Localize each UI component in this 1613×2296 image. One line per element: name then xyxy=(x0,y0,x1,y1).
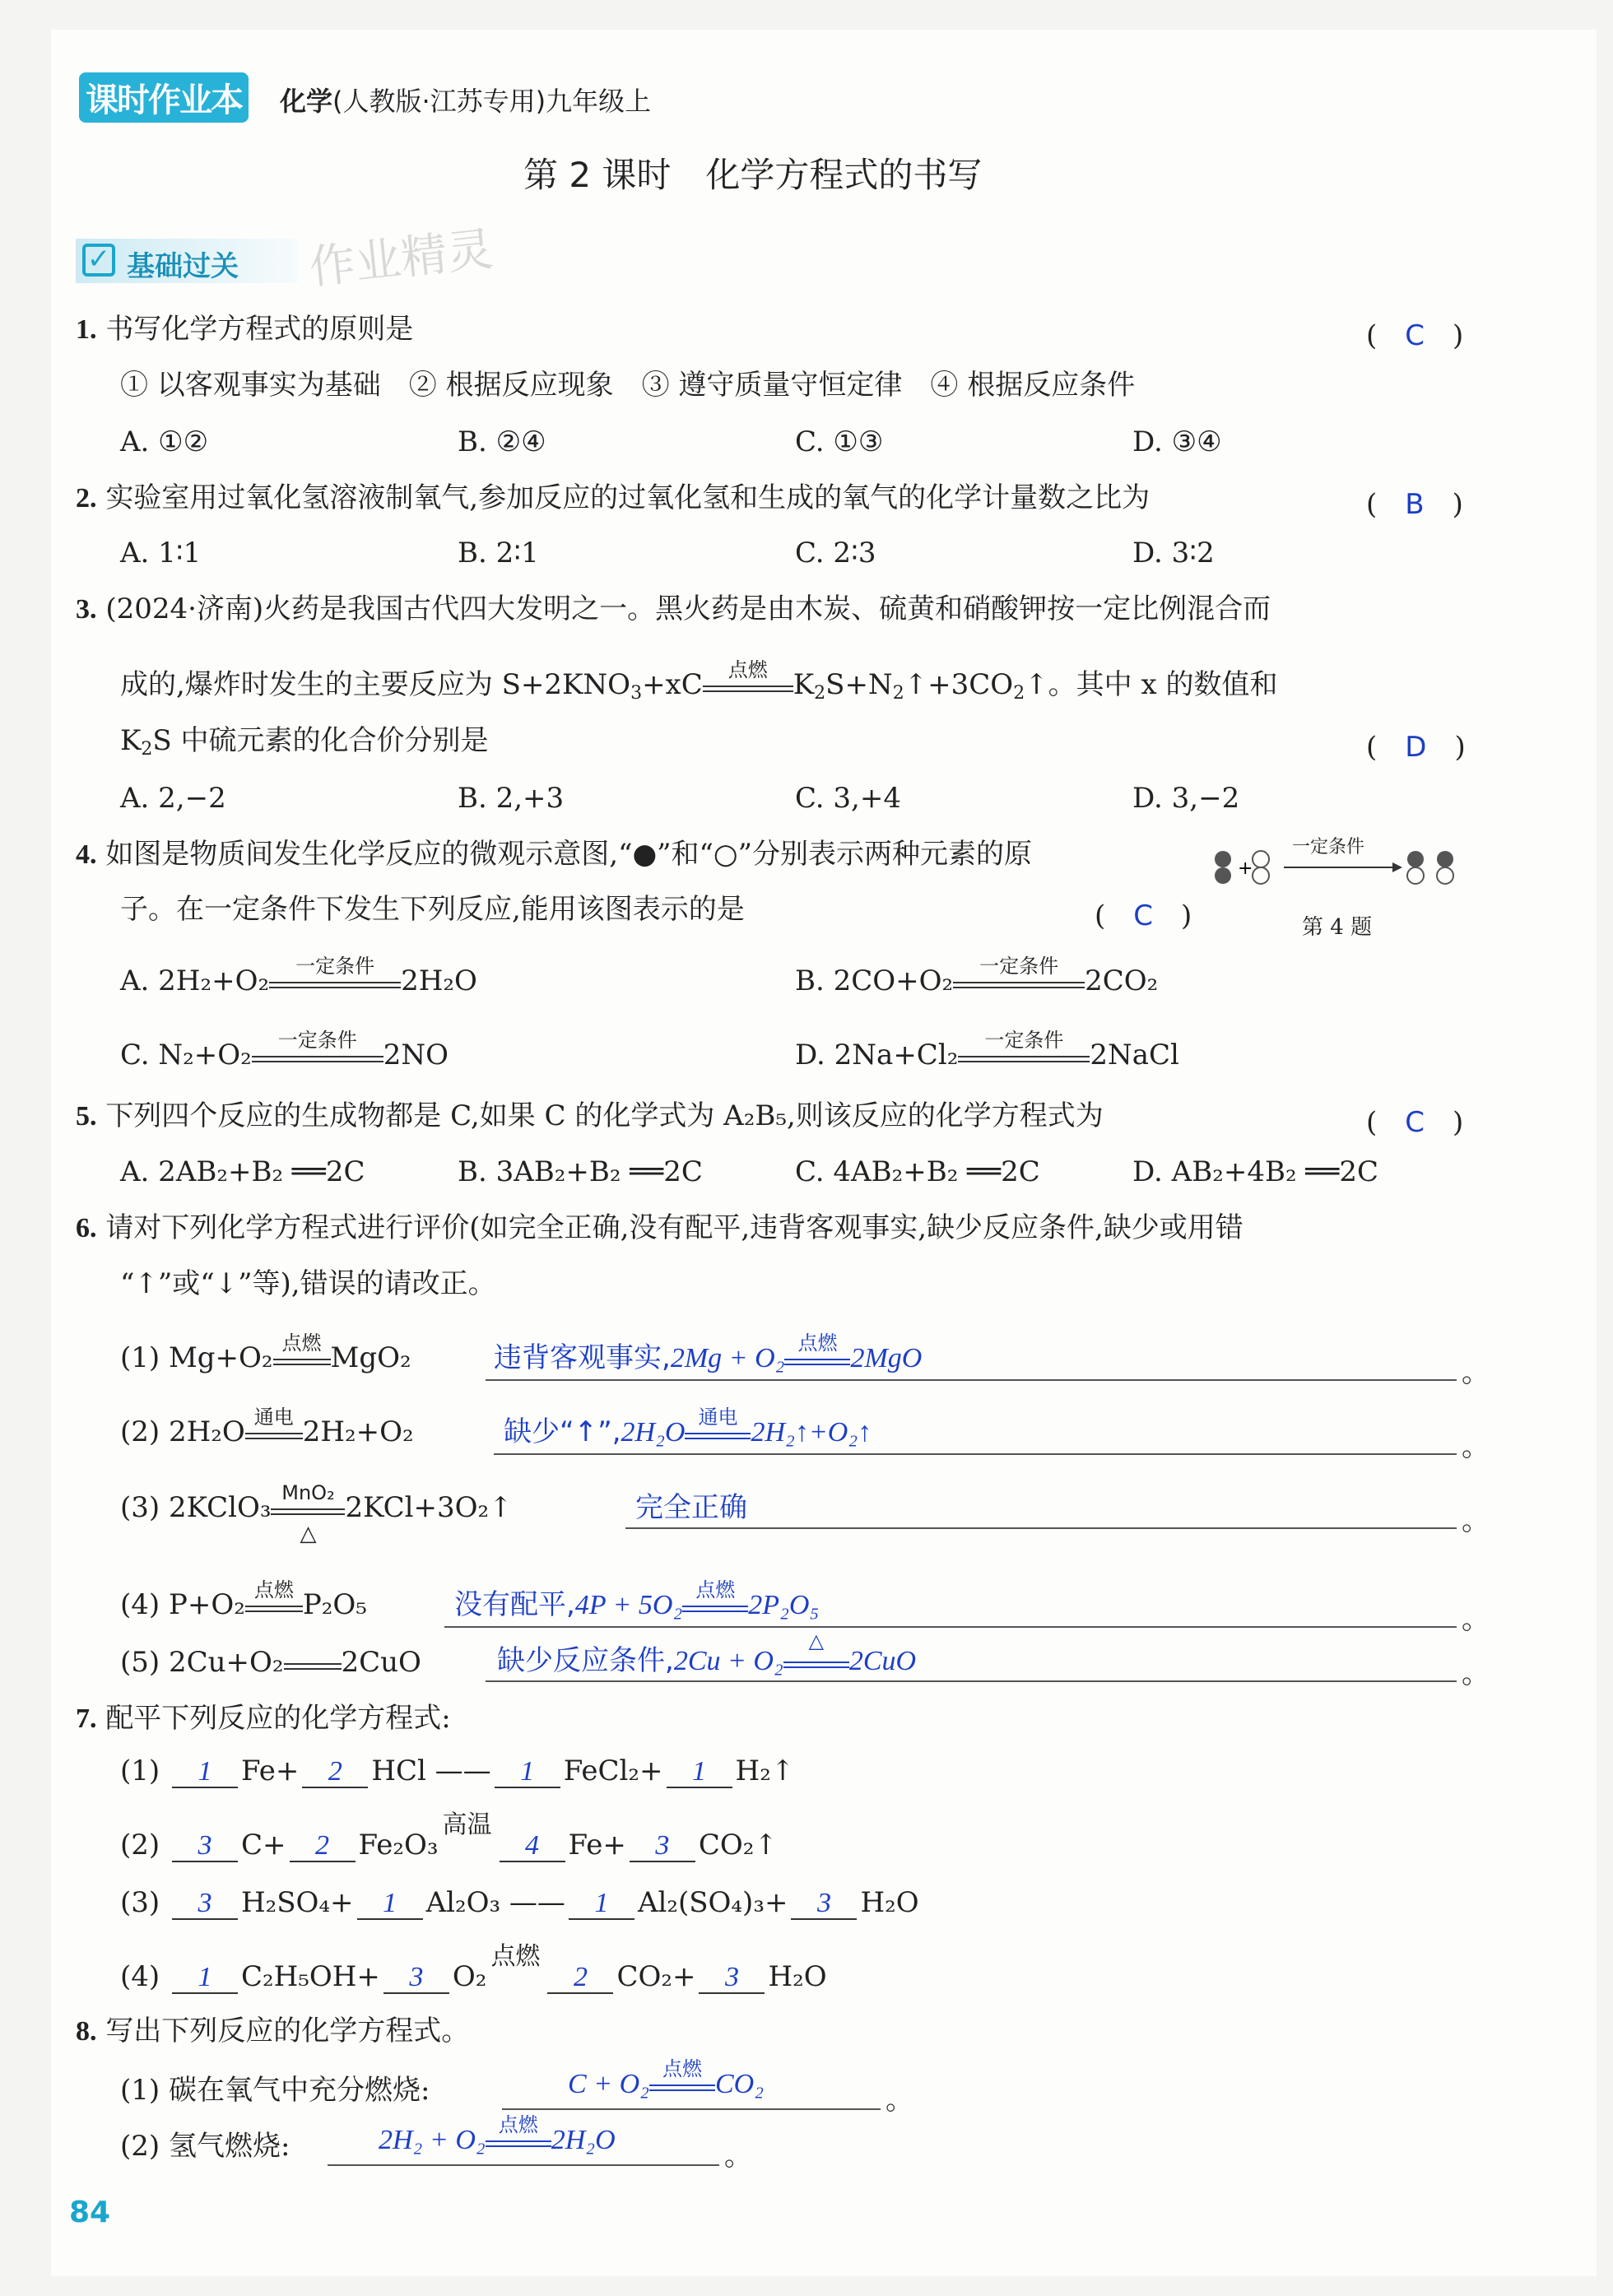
q2-option-a: A. 1∶1 xyxy=(120,537,202,569)
q6-5-right: 2CuO xyxy=(341,1646,421,1679)
q6-1-right: MgO₂ xyxy=(330,1341,411,1374)
q6-3-answer-line xyxy=(625,1527,1457,1529)
q7-4-cond: 点燃 xyxy=(490,1942,541,1971)
q6-5-period: 。 xyxy=(1462,1657,1490,1690)
q6-1-ans-sign xyxy=(784,1332,850,1376)
q7-4-sign xyxy=(486,1942,544,1995)
logo-text: 课时作业本 xyxy=(79,72,249,123)
q3-eq-d: S+N xyxy=(825,668,893,701)
q6-4-right: P₂O₅ xyxy=(302,1588,367,1621)
edition-label: (人教版·江苏专用)九年级上 xyxy=(332,86,652,117)
q7-2-sign xyxy=(439,1810,496,1863)
q7-4-d: 3 xyxy=(724,1962,739,1992)
q7-1-blank-c xyxy=(495,1756,560,1788)
q7-3-s4: H₂O xyxy=(860,1886,919,1919)
q7-2-s4: CO₂↑ xyxy=(698,1829,778,1861)
q3-eq-sign xyxy=(703,658,793,703)
q3-eq-c: K xyxy=(793,668,815,701)
q7-3-blank-b xyxy=(357,1888,423,1920)
q5-text: 下列四个反应的生成物都是 C,如果 C 的化学式为 A₂B₅,则该反应的化学方程式为 xyxy=(105,1099,1104,1132)
q6-item-4 xyxy=(120,1578,367,1623)
q4-opt-b-right: 2CO₂ xyxy=(1085,964,1159,997)
q6-1-ans-cond: 点燃 xyxy=(797,1332,838,1355)
q8-stem xyxy=(76,2015,469,2048)
q8-number: 8. xyxy=(76,2016,97,2047)
q4-opt-a-sign xyxy=(269,955,401,999)
q6-number: 6. xyxy=(76,1213,97,1243)
q5-answer: C xyxy=(1405,1106,1425,1139)
q7-stem xyxy=(76,1702,451,1736)
q7-1-s3: FeCl₂+ xyxy=(563,1755,663,1787)
q6-4-period: 。 xyxy=(1462,1603,1490,1636)
q2-answer: B xyxy=(1405,488,1425,521)
q7-2-blank-a xyxy=(172,1830,238,1862)
q7-4-s2: O₂ xyxy=(452,1960,487,1993)
q3-line2: 成的,爆炸时发生的主要反应为 $S+2KNO_3+xC$ 点燃 $K_2S+N_2↑+3CO_2↑$。其中 x 的数值和 xyxy=(120,668,1277,710)
q7-3-s1: H₂SO₄+ xyxy=(240,1886,354,1919)
q3-option-b: B. 2,+3 xyxy=(458,782,565,815)
q6-3-left: (3) 2KClO₃ xyxy=(120,1491,272,1524)
q8-2-answer-line xyxy=(328,2164,719,2166)
q6-3-under: △ xyxy=(300,1522,317,1546)
q8-2-ans-left: 2H₂ + O₂ xyxy=(379,2125,486,2155)
q3-text-3: S 中硫元素的化合价分别是 xyxy=(152,724,489,757)
q7-1-s4: H₂↑ xyxy=(735,1755,795,1787)
q7-1-b: 2 xyxy=(328,1756,342,1787)
q7-row-2 xyxy=(120,1810,778,1863)
check-icon: ✓ xyxy=(82,244,115,277)
q5-option-c: C. 4AB₂+B₂ ══2C xyxy=(795,1155,1040,1188)
q7-4-s4: H₂O xyxy=(768,1960,827,1993)
q8-1-answer xyxy=(568,2057,765,2102)
q6-item-2 xyxy=(120,1406,414,1450)
q6-5-ans-cond: △ xyxy=(808,1629,825,1652)
q7-4-label: (4) xyxy=(120,1960,160,1993)
q1-number: 1. xyxy=(76,314,97,345)
q6-3-sign xyxy=(271,1481,345,1546)
q7-4-a: 1 xyxy=(198,1962,212,1992)
q7-3-b: 1 xyxy=(383,1888,397,1918)
q6-4-answer-line xyxy=(444,1626,1457,1628)
q7-2-blank-d xyxy=(630,1830,695,1862)
q6-line1 xyxy=(76,1211,1243,1245)
q4-option-d xyxy=(795,1029,1179,1073)
q3-option-c: C. 3,+4 xyxy=(795,782,901,815)
q6-2-answer xyxy=(504,1406,872,1450)
q1-answer: C xyxy=(1405,319,1425,352)
q6-2-ans-cond: 通电 xyxy=(698,1406,738,1429)
q7-3-blank-c xyxy=(569,1888,635,1920)
q5-answer-bracket: ( C ) xyxy=(1366,1106,1464,1139)
q1-text: 书写化学方程式的原则是 xyxy=(105,313,414,346)
page-title: 第 2 课时 化学方程式的书写 xyxy=(523,155,983,195)
q7-4-blank-c xyxy=(547,1962,613,1994)
q7-3-s2: Al₂O₃ —— xyxy=(425,1886,565,1919)
q4-option-a xyxy=(120,955,477,999)
q6-1-period: 。 xyxy=(1462,1356,1490,1389)
subject-label: 化学 xyxy=(280,86,333,117)
q7-4-blank-d xyxy=(699,1962,765,1994)
q6-1-answer xyxy=(494,1332,923,1376)
q7-3-blank-a xyxy=(172,1888,238,1920)
q7-4-blank-a xyxy=(172,1962,238,1994)
q8-2-ans-right: 2H₂O xyxy=(551,2125,616,2155)
q7-row-1 xyxy=(120,1755,794,1788)
q7-4-blank-b xyxy=(383,1962,449,1994)
q5-stem xyxy=(76,1099,1104,1133)
q1-option-c: C. ①③ xyxy=(795,425,884,458)
q6-1-answer-line xyxy=(486,1379,1457,1381)
q6-2-ans-left: 2H₂O xyxy=(621,1417,686,1448)
q6-4-ans-text: 没有配平, xyxy=(454,1588,575,1621)
q4-cond-a: 一定条件 xyxy=(295,955,375,978)
q4-answer: C xyxy=(1133,899,1154,932)
q6-2-ans-sign xyxy=(685,1406,751,1450)
q7-2-b: 2 xyxy=(315,1830,329,1861)
q4-cond-c: 一定条件 xyxy=(277,1029,357,1052)
svg-text:+: + xyxy=(1238,858,1253,879)
q3-eq-b: +xC xyxy=(642,668,703,701)
q6-1-cond: 点燃 xyxy=(281,1332,322,1355)
q7-text: 配平下列反应的化学方程式: xyxy=(105,1702,451,1735)
q4-opt-d-left: D. 2Na+Cl₂ xyxy=(795,1039,959,1071)
q6-5-ans-text: 缺少反应条件, xyxy=(497,1644,674,1677)
q7-2-d: 3 xyxy=(655,1830,670,1861)
q8-1-ans-cond: 点燃 xyxy=(662,2057,702,2080)
q6-4-cond: 点燃 xyxy=(253,1578,294,1601)
q6-item-1 xyxy=(120,1332,411,1376)
q6-3-right: 2KCl+3O₂↑ xyxy=(345,1491,513,1524)
q7-1-blank-b xyxy=(302,1756,368,1788)
q6-2-ans-text: 缺少“↑”, xyxy=(504,1415,621,1448)
q2-stem xyxy=(76,481,1150,515)
q6-5-answer-line xyxy=(486,1680,1457,1682)
q5-option-d: D. AB₂+4B₂ ══2C xyxy=(1132,1155,1378,1188)
q6-5-left: (5) 2Cu+O₂ xyxy=(120,1646,284,1679)
q3-line1 xyxy=(76,593,1271,626)
q6-1-sign xyxy=(273,1332,331,1376)
q3-line3: $K_2S$ 中硫元素的化合价分别是 xyxy=(120,724,489,760)
q7-2-s1: C+ xyxy=(240,1829,286,1861)
q6-text-2: “↑”或“↓”等),错误的请改正。 xyxy=(120,1267,496,1300)
q7-1-s1: Fe+ xyxy=(240,1755,300,1787)
q6-4-sign xyxy=(245,1578,303,1623)
q8-item-1-label: (1) 碳在氧气中充分燃烧: xyxy=(120,2074,430,2107)
header-logo xyxy=(79,72,249,123)
q6-3-cond: MnO₂ xyxy=(281,1481,335,1504)
q4-opt-d-sign xyxy=(958,1029,1090,1073)
q7-4-s1: C₂H₅OH+ xyxy=(240,1960,380,1993)
q6-2-cond: 通电 xyxy=(253,1406,294,1429)
q7-1-blank-a xyxy=(172,1756,238,1788)
q1-answer-bracket: ( C ) xyxy=(1366,319,1464,352)
q1-option-d: D. ③④ xyxy=(1132,425,1222,458)
q6-1-ans-right: 2MgO xyxy=(850,1343,923,1373)
q6-item-3 xyxy=(120,1481,513,1546)
q6-5-answer xyxy=(497,1629,917,1679)
q4-answer-bracket: ( C ) xyxy=(1095,899,1192,932)
section-title: 基础过关 xyxy=(127,250,239,283)
q6-2-answer-line xyxy=(494,1453,1457,1455)
q2-option-d: D. 3∶2 xyxy=(1132,537,1215,569)
q4-opt-c-left: C. N₂+O₂ xyxy=(120,1039,252,1071)
q7-3-a: 3 xyxy=(198,1888,212,1918)
q7-2-blank-b xyxy=(290,1830,356,1862)
q8-1-ans-left: C + O₂ xyxy=(568,2069,649,2099)
q7-row-3 xyxy=(120,1886,919,1920)
q8-2-ans-sign xyxy=(486,2113,551,2158)
q4-opt-c-sign xyxy=(252,1029,383,1073)
q5-option-b: B. 3AB₂+B₂ ══2C xyxy=(458,1155,703,1188)
q7-2-label: (2) xyxy=(120,1829,160,1861)
q8-1-period: 。 xyxy=(886,2084,913,2117)
q6-1-ans-text: 违背客观事实, xyxy=(494,1341,671,1374)
q4-opt-b-left: B. 2CO+O₂ xyxy=(795,964,954,997)
q7-4-c: 2 xyxy=(573,1962,588,1992)
q7-4-b: 3 xyxy=(409,1962,424,1992)
q4-opt-a-right: 2H₂O xyxy=(401,964,477,997)
q7-2-blank-c xyxy=(500,1830,565,1862)
page-number: 84 xyxy=(69,2196,111,2229)
q4-number: 4. xyxy=(76,839,97,870)
q2-option-c: C. 2∶3 xyxy=(795,537,876,569)
q7-1-a: 1 xyxy=(198,1756,212,1787)
header-subject xyxy=(280,81,651,119)
q5-number: 5. xyxy=(76,1101,97,1132)
q7-1-d: 1 xyxy=(692,1756,707,1787)
q4-text-2: 子。在一定条件下发生下列反应,能用该图表示的是 xyxy=(120,893,745,926)
q8-1-ans-right: CO₂ xyxy=(715,2069,765,2099)
page xyxy=(51,30,1597,2276)
q6-3-period: 。 xyxy=(1462,1504,1490,1537)
q4-text-1: 如图是物质间发生化学反应的微观示意图,“●”和“○”分别表示两种元素的原 xyxy=(105,838,1032,871)
q8-item-2-label: (2) 氢气燃烧: xyxy=(120,2130,291,2163)
q3-number: 3. xyxy=(76,594,97,625)
q3-option-d: D. 3,−2 xyxy=(1132,782,1240,815)
q8-2-ans-cond: 点燃 xyxy=(498,2113,538,2136)
q7-1-c: 1 xyxy=(520,1756,535,1787)
q7-2-cond: 高温 xyxy=(442,1810,492,1839)
q6-5-ans-left: 2Cu + O₂ xyxy=(673,1646,783,1676)
q7-4-s3: CO₂+ xyxy=(616,1960,696,1993)
q7-1-s2: HCl —— xyxy=(371,1755,491,1787)
q4-option-b xyxy=(795,955,1159,999)
q8-1-answer-line xyxy=(502,2108,881,2110)
q6-5-ans-sign xyxy=(783,1629,849,1679)
q3-eq-e: ↑+3CO xyxy=(904,668,1014,701)
q7-3-label: (3) xyxy=(120,1886,160,1919)
q1-option-b: B. ②④ xyxy=(458,425,546,458)
q4-opt-b-sign xyxy=(953,955,1085,999)
q6-4-ans-right: 2P₂O₅ xyxy=(748,1590,820,1620)
q4-figure-cond: 一定条件 xyxy=(1292,837,1365,858)
q8-1-ans-sign xyxy=(649,2057,715,2102)
q7-3-c: 1 xyxy=(594,1888,609,1918)
q7-3-d: 3 xyxy=(816,1888,831,1918)
q3-answer: D xyxy=(1405,731,1427,764)
q7-row-4 xyxy=(120,1942,827,1995)
q2-number: 2. xyxy=(76,483,97,514)
q6-2-ans-right: 2H₂↑+O₂↑ xyxy=(751,1417,872,1448)
q6-1-ans-left: 2Mg + O₂ xyxy=(670,1343,785,1373)
q6-2-period: 。 xyxy=(1462,1430,1490,1463)
q6-item-5 xyxy=(120,1646,421,1680)
q3-eq-a: 成的,爆炸时发生的主要反应为 S+2KNO xyxy=(120,668,631,701)
q7-3-s3: Al₂(SO₄)₃+ xyxy=(637,1886,788,1919)
q4-line1 xyxy=(76,838,1032,871)
q8-2-period: 。 xyxy=(724,2140,752,2173)
q1-items: ① 以客观事实为基础 ② 根据反应现象 ③ 遵守质量守恒定律 ④ 根据反应条件 xyxy=(120,369,1136,402)
q7-2-s2: Fe₂O₃ xyxy=(358,1829,439,1861)
q2-answer-bracket: ( B ) xyxy=(1366,488,1463,521)
q7-1-blank-d xyxy=(667,1756,732,1788)
q7-3-blank-d xyxy=(791,1888,857,1920)
q4-opt-d-right: 2NaCl xyxy=(1090,1039,1179,1071)
q6-2-sign xyxy=(245,1406,303,1450)
q7-number: 7. xyxy=(76,1703,97,1734)
q3-option-a: A. 2,−2 xyxy=(120,782,226,815)
section-header xyxy=(76,239,298,283)
q3-text-1: (2024·济南)火药是我国古代四大发明之一。黑火药是由木炭、硫黄和硝酸钾按一定比例混合而 xyxy=(105,593,1271,625)
q3-answer-bracket: ( D ) xyxy=(1366,731,1466,764)
q6-4-answer xyxy=(454,1578,820,1623)
q7-2-c: 4 xyxy=(525,1830,539,1861)
q6-4-left: (4) P+O₂ xyxy=(120,1588,245,1621)
q4-opt-c-right: 2NO xyxy=(383,1039,449,1071)
q6-2-left: (2) 2H₂O xyxy=(120,1415,245,1448)
q3-cond: 点燃 xyxy=(727,658,768,681)
q6-text-1: 请对下列化学方程式进行评价(如完全正确,没有配平,违背客观事实,缺少反应条件,缺少或用错 xyxy=(105,1211,1243,1244)
q4-figure-label: 第 4 题 xyxy=(1302,915,1373,940)
q1-option-a: A. ①② xyxy=(120,425,209,458)
watermark: 作业精灵 xyxy=(306,222,496,295)
q1-stem xyxy=(76,313,413,346)
q7-2-a: 3 xyxy=(198,1830,212,1861)
q4-cond-b: 一定条件 xyxy=(979,955,1059,978)
q8-2-answer xyxy=(379,2113,616,2158)
q6-5-ans-right: 2CuO xyxy=(848,1646,917,1676)
q6-4-ans-left: 4P + 5O₂ xyxy=(574,1590,683,1620)
q6-5-sign xyxy=(284,1648,342,1680)
q2-option-b: B. 2∶1 xyxy=(458,537,539,569)
q5-option-a: A. 2AB₂+B₂ ══2C xyxy=(120,1155,365,1188)
q4-opt-a-left: A. 2H₂+O₂ xyxy=(120,964,270,997)
q6-4-ans-cond: 点燃 xyxy=(695,1578,736,1601)
q3-eq-f: ↑。其中 x 的数值和 xyxy=(1025,668,1278,701)
q6-2-right: 2H₂+O₂ xyxy=(302,1415,414,1448)
q6-3-answer: 完全正确 xyxy=(635,1491,747,1524)
q6-4-ans-sign xyxy=(682,1578,748,1623)
q4-option-c xyxy=(120,1029,449,1073)
q7-1-label: (1) xyxy=(120,1755,160,1787)
q2-text: 实验室用过氧化氢溶液制氧气,参加反应的过氧化氢和生成的氧气的化学计量数之比为 xyxy=(105,481,1150,514)
q6-1-left: (1) Mg+O₂ xyxy=(120,1341,273,1374)
q8-text: 写出下列反应的化学方程式。 xyxy=(105,2015,470,2047)
q4-cond-d: 一定条件 xyxy=(984,1029,1064,1052)
q7-2-s3: Fe+ xyxy=(568,1829,626,1861)
